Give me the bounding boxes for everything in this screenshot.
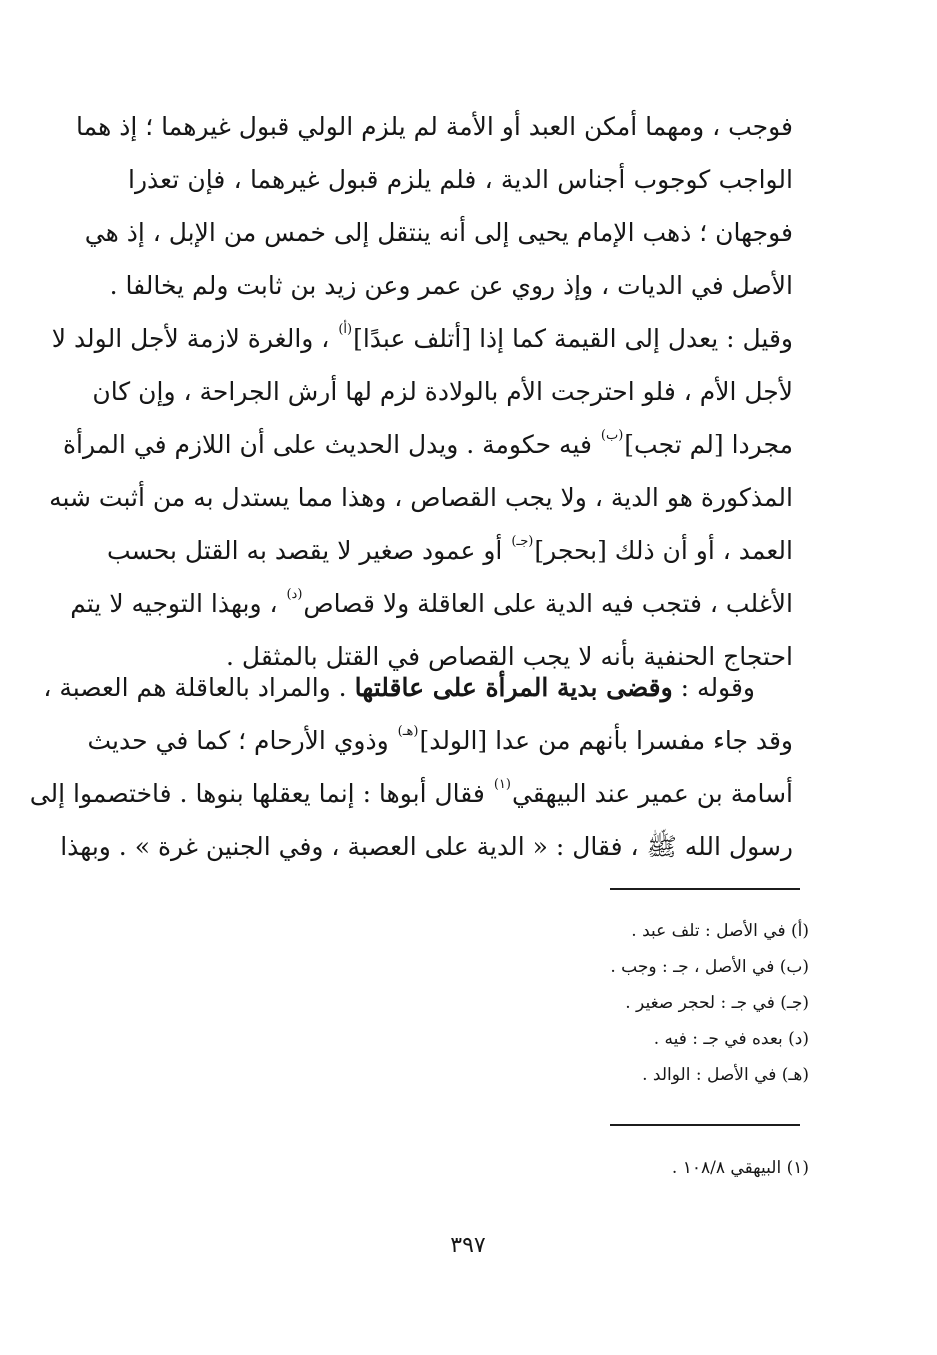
text-segment: فقال أبوها : إنما يعقلها بنوها . فاختصموا إلى bbox=[29, 779, 493, 808]
quoted-hadith-phrase: وقضى بدية المرأة على عاقلتها bbox=[354, 673, 673, 702]
footnote-marker-ba: (ب) bbox=[600, 428, 624, 443]
footnote-marker-dal: (د) bbox=[286, 587, 303, 602]
main-paragraph-1 bbox=[49, 100, 793, 683]
reference-separator bbox=[610, 1124, 800, 1126]
footnote-marker-jim: (جـ) bbox=[511, 534, 534, 549]
footnote-item: (د) بعده في جـ : فيه . bbox=[653, 1029, 809, 1049]
footnote-item: (جـ) في جـ : لحجر صغير . bbox=[625, 993, 809, 1013]
text-segment: أسامة بن عمير عند البيهقي bbox=[511, 779, 793, 808]
footnote-item: (ب) في الأصل ، جـ : وجب . bbox=[610, 957, 809, 977]
main-paragraph-2 bbox=[29, 661, 793, 873]
text-line bbox=[87, 714, 793, 767]
text-segment: ، وبهذا التوجيه لا يتم bbox=[70, 589, 286, 618]
text-segment: أو عمود صغير لا يقصد به القتل بحسب bbox=[107, 536, 511, 565]
footnote-marker-alif: (أ) bbox=[338, 322, 353, 337]
text-line bbox=[29, 767, 793, 820]
text-line: احتجاج الحنفية بأنه لا يجب القصاص في القتل بالمثقل . bbox=[226, 642, 793, 671]
footnote-separator bbox=[610, 888, 800, 890]
text-segment: وذوي الأرحام ؛ كما في حديث bbox=[87, 726, 397, 755]
editorial-footnotes bbox=[209, 913, 809, 1093]
footnote-marker-1: (١) bbox=[493, 777, 511, 792]
page-number: ٣٩٧ bbox=[450, 1233, 486, 1258]
text-segment: فيه حكومة . ويدل الحديث على أن اللازم في المرأة bbox=[62, 430, 600, 459]
text-line: الواجب كوجوب أجناس الدية ، فلم يلزم قبول غيرهما ، فإن تعذرا bbox=[128, 165, 793, 194]
text-line: المذكورة هو الدية ، ولا يجب القصاص ، وهذا مما يستدل به من أثبت شبه bbox=[49, 483, 793, 512]
text-line: لأجل الأم ، فلو احترجت الأم بالولادة لزم لها أرش الجراحة ، وإن كان bbox=[92, 377, 793, 406]
text-line: فوجب ، ومهما أمكن العبد أو الأمة لم يلزم الولي قبول غيرهما ؛ إذ هما bbox=[76, 112, 793, 141]
footnote-item: (هـ) في الأصل : الوالد . bbox=[642, 1065, 809, 1085]
text-line: رسول الله ﷺ ، فقال : « الدية على العصبة ، وفي الجنين غرة » . وبهذا bbox=[60, 832, 793, 861]
text-line bbox=[70, 577, 793, 630]
text-line bbox=[51, 312, 793, 365]
text-line: الأصل في الديات ، وإذ روي عن عمر وعن زيد بن ثابت ولم يخالفا . bbox=[109, 271, 793, 300]
text-segment: وقوله : bbox=[672, 673, 755, 702]
text-segment: العمد ، أو أن ذلك [بحجر] bbox=[534, 536, 793, 565]
text-segment: مجردا [لم تجب] bbox=[624, 430, 793, 459]
text-segment: ، والغرة لازمة لأجل الولد لا bbox=[51, 324, 338, 353]
text-line bbox=[62, 418, 793, 471]
text-line bbox=[43, 661, 793, 714]
text-segment: . والمراد بالعاقلة هم العصبة ، bbox=[43, 673, 355, 702]
text-line bbox=[107, 524, 793, 577]
text-line: فوجهان ؛ ذهب الإمام يحيى إلى أنه ينتقل إلى خمس من الإبل ، إذ هي bbox=[84, 218, 793, 247]
footnote-item: (أ) في الأصل : تلف عبد . bbox=[631, 921, 809, 941]
text-segment: وقيل : يعدل إلى القيمة كما إذا [أتلف عبدًا] bbox=[353, 324, 793, 353]
footnote-marker-ha: (هـ) bbox=[397, 724, 419, 739]
text-segment: الأغلب ، فتجب فيه الدية على العاقلة ولا قصاص bbox=[303, 589, 793, 618]
reference-footnote: (١) البيهقي ١٠٨/٨ . bbox=[671, 1158, 809, 1178]
text-segment: وقد جاء مفسرا بأنهم من عدا [الولد] bbox=[419, 726, 793, 755]
